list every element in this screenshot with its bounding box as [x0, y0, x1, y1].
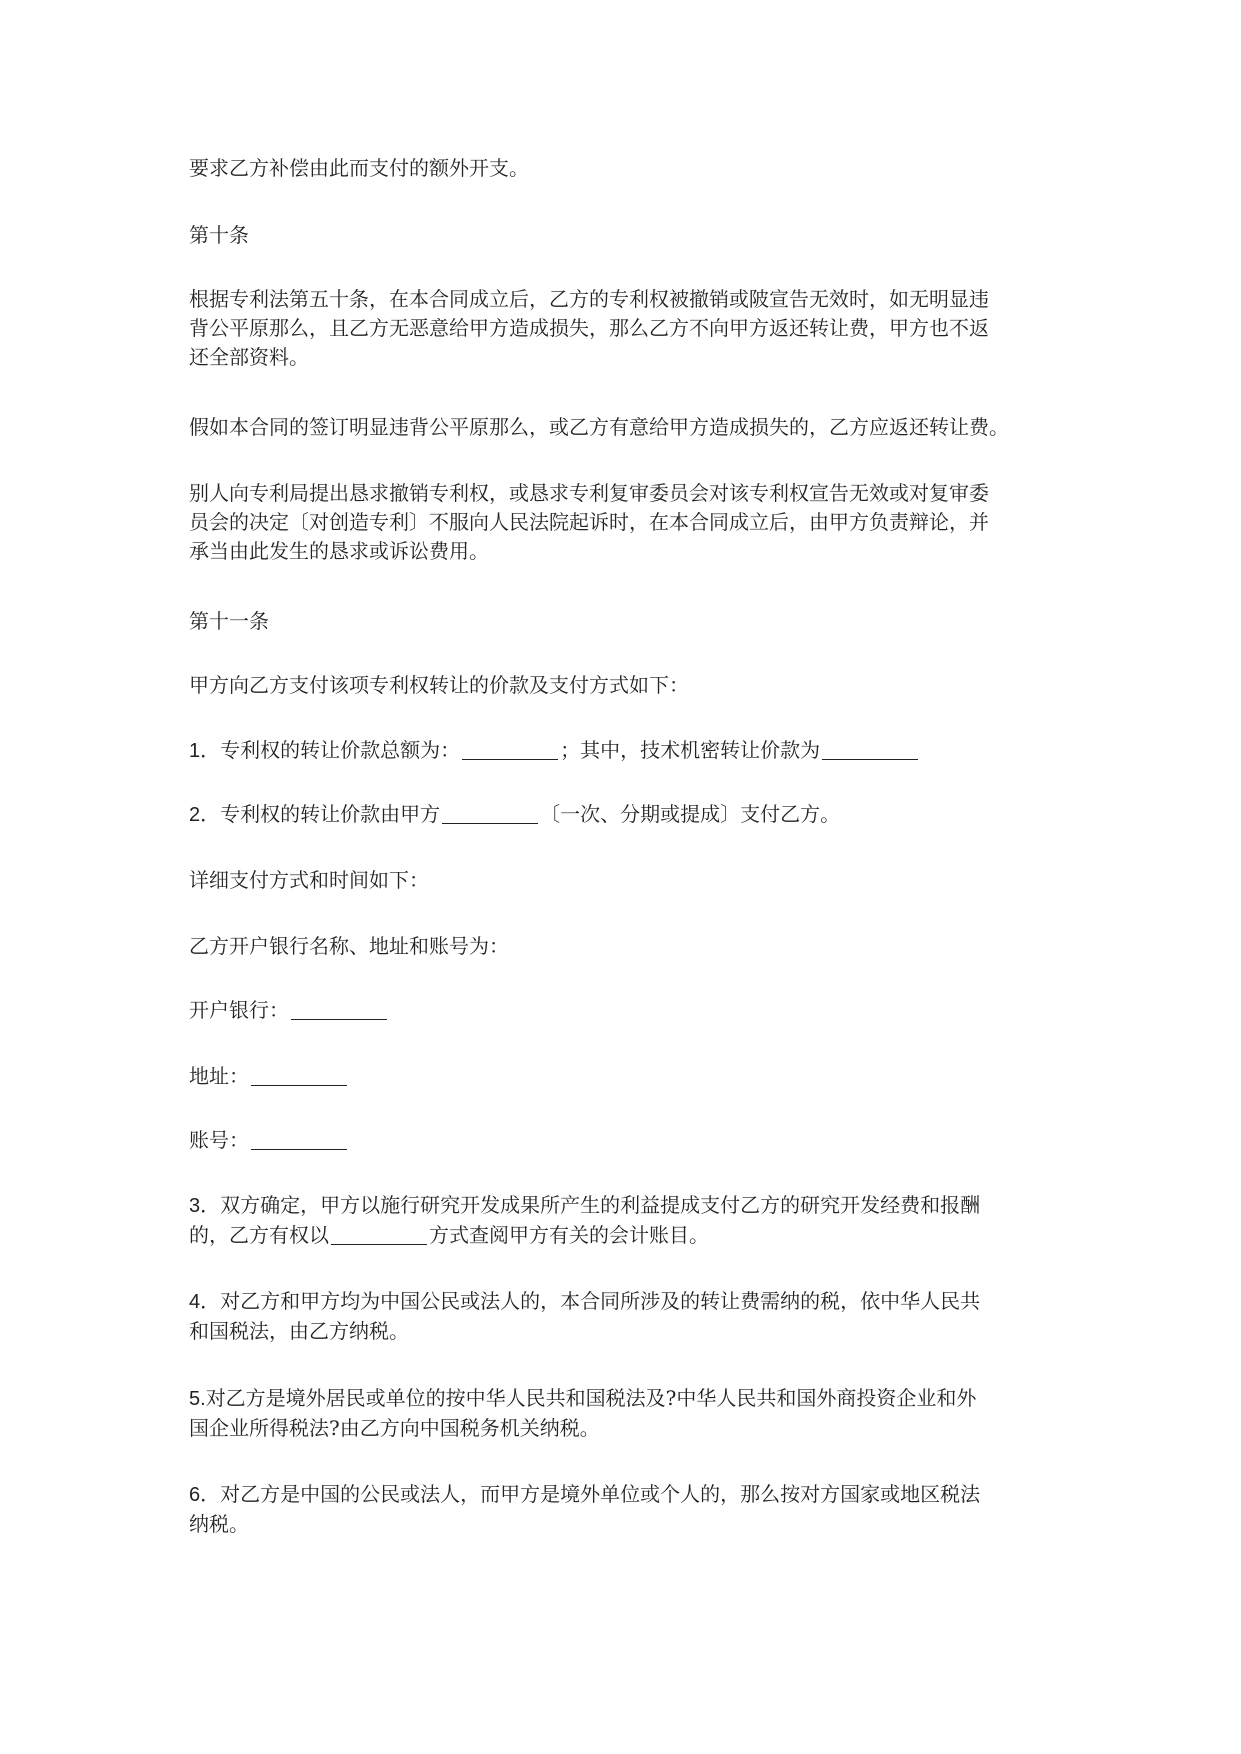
account-line: [189, 1126, 1059, 1155]
text-line: [189, 800, 1059, 830]
item-text: 专利权的转让价款总额为：: [220, 738, 461, 762]
bank-label: 开户银行：: [189, 998, 289, 1022]
item-text: 对乙方是中国的公民或法人，而甲方是境外单位或个人的，那么按对方国家或地区税法: [220, 1482, 981, 1506]
item-text: 的，乙方有权以: [189, 1223, 329, 1247]
address-line: [189, 1062, 1059, 1091]
item-text: 对乙方是境外居民或单位的按中华人民共和国税法及?中华人民共和国外商投资企业和外: [205, 1386, 977, 1410]
text-line: [189, 736, 1059, 766]
text-line: 和国税法，由乙方纳税。: [189, 1319, 409, 1343]
text-line: [189, 1062, 1059, 1091]
item-number: 4．: [189, 1291, 221, 1313]
item-number: 3．: [189, 1195, 221, 1217]
item-1: [189, 736, 1059, 766]
blank-field-address: [251, 1065, 347, 1086]
address-label: 地址：: [189, 1064, 249, 1088]
item-text: 方式查阅甲方有关的会计账目。: [429, 1223, 709, 1247]
article-10-paragraph-1: [189, 285, 1059, 372]
text-line: [189, 1384, 1059, 1414]
item-3: [189, 1191, 1059, 1250]
article-10-paragraph-2: [189, 413, 1059, 442]
text-line: 别人向专利局提出恳求撤销专利权，或恳求专利复审委员会对该专利权宣告无效或对复审委: [189, 481, 989, 505]
article-10-paragraph-3: [189, 479, 1059, 566]
item-2: [189, 800, 1059, 830]
text-line: 纳税。: [189, 1512, 249, 1536]
account-label: 账号：: [189, 1128, 249, 1152]
item-text: 〔一次、分期或提成〕支付乙方。: [540, 802, 841, 826]
item-number: 1．: [189, 740, 221, 762]
item-number: 6．: [189, 1484, 221, 1506]
payment-detail: [189, 866, 1059, 895]
item-5: [189, 1384, 1059, 1443]
heading-text: 第十条: [189, 223, 249, 247]
item-text: 专利权的转让价款由甲方: [220, 802, 441, 826]
text-line: 要求乙方补偿由此而支付的额外开支。: [189, 156, 529, 180]
text-line: [189, 1191, 1059, 1221]
item-number: 2．: [189, 804, 221, 826]
text-line: [189, 996, 1059, 1025]
text-line: 背公平原那么，且乙方无恶意给甲方造成损失，那么乙方不向甲方返还转让费，甲方也不返: [189, 316, 989, 340]
paragraph-intro: [189, 154, 1059, 183]
text-line: 根据专利法第五十条，在本合同成立后，乙方的专利权被撤销或陂宣告无效时，如无明显违: [189, 287, 989, 311]
text-line: 假如本合同的签订明显违背公平原那么，或乙方有意给甲方造成损失的，乙方应返还转让费。: [189, 415, 1009, 439]
blank-field-account: [251, 1129, 347, 1150]
heading-text: 第十一条: [189, 609, 269, 633]
item-number: 5.: [189, 1388, 206, 1410]
text-line: 国企业所得税法?由乙方向中国税务机关纳税。: [189, 1416, 600, 1440]
text-line: [189, 1287, 1059, 1317]
bank-intro: [189, 932, 1059, 961]
item-text: ；其中，技术机密转让价款为: [560, 738, 821, 762]
bank-line: [189, 996, 1059, 1025]
item-6: [189, 1480, 1059, 1539]
blank-field-bank: [291, 999, 387, 1020]
text-line: 乙方开户银行名称、地址和账号为：: [189, 934, 509, 958]
text-line: 还全部资料。: [189, 345, 309, 369]
blank-field-secret-price: [822, 739, 918, 760]
text-line: 甲方向乙方支付该项专利权转让的价款及支付方式如下：: [189, 673, 689, 697]
item-text: 对乙方和甲方均为中国公民或法人的，本合同所涉及的转让费需纳的税，依中华人民共: [220, 1289, 981, 1313]
blank-field-payment-method: [442, 803, 538, 824]
article-10-heading: [189, 221, 1059, 250]
item-4: [189, 1287, 1059, 1346]
text-line: 详细支付方式和时间如下：: [189, 868, 429, 892]
article-11-intro: [189, 671, 1059, 700]
text-line: 员会的决定〔对创造专利〕不服向人民法院起诉时，在本合同成立后，由甲方负责辩论，并: [189, 510, 989, 534]
text-line: [189, 1480, 1059, 1510]
text-line: [189, 1126, 1059, 1155]
article-11-heading: [189, 607, 1059, 636]
item-text: 双方确定，甲方以施行研究开发成果所产生的利益提成支付乙方的研究开发经费和报酬: [220, 1193, 981, 1217]
text-line: [189, 1221, 1059, 1250]
blank-field-audit-method: [331, 1224, 427, 1245]
text-line: 承当由此发生的恳求或诉讼费用。: [189, 539, 489, 563]
blank-field-total-price: [462, 739, 558, 760]
